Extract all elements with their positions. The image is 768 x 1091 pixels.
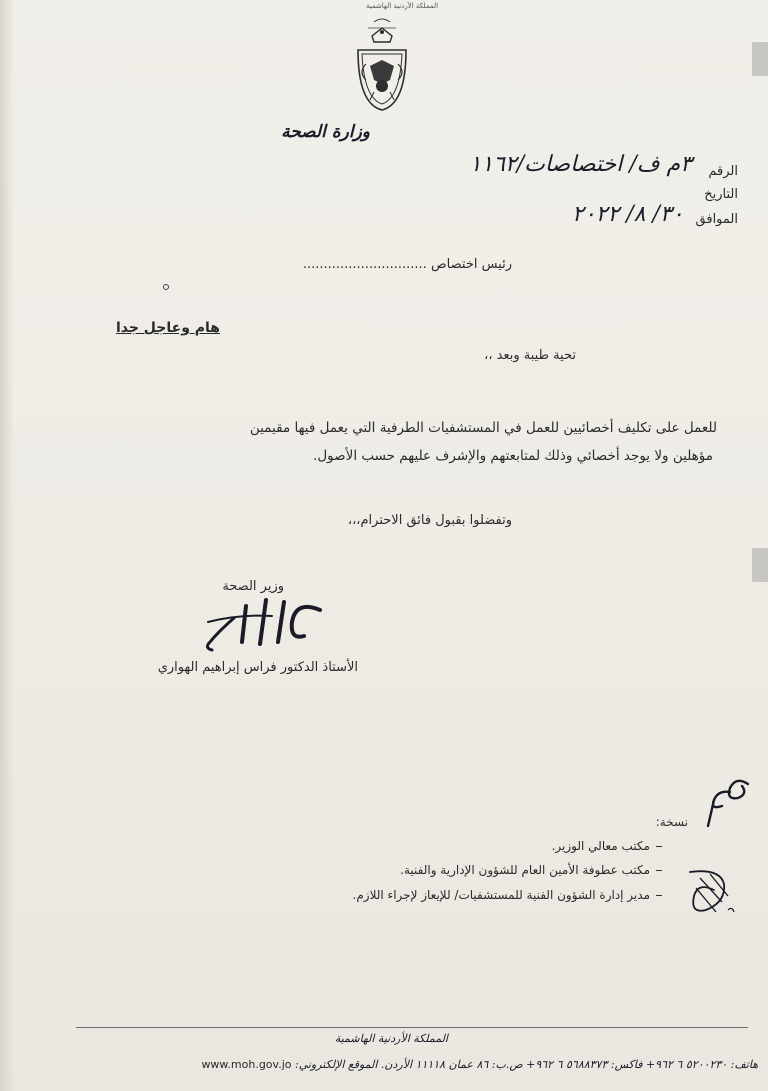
stray-mark [163, 284, 169, 290]
hijri-date-label: الموافق [695, 212, 738, 227]
signatory-position: وزير الصحة [222, 579, 284, 594]
urgency-note: هام وعاجل جدا [115, 320, 220, 336]
copies-label: نسخة: [655, 815, 688, 829]
body-line-2: مؤهلين ولا يوجد أخصائي وذلك لمتابعتهم والإشرف عليهم حسب الأصول. [313, 448, 713, 464]
footer-website: www.moh.gov.jo [201, 1058, 292, 1071]
footer-rule [76, 1027, 748, 1028]
footer-contact: هاتف: ٥٢٠٠٢٣٠ ٦ ٩٦٢+ فاكس: ٥٦٨٨٣٧٣ ٦ ٩٦٢+ ص.ب: ٨٦ عمان ١١١١٨ الأردن. الموقع الإلكتروني: [294, 1058, 758, 1071]
jordan-coat-of-arms-icon [344, 14, 420, 122]
reference-number-value: ٣م ف/ اختصاصات/١١٦٢ [469, 152, 692, 177]
footer-contact-line [122, 1058, 758, 1071]
ministry-name: وزارة الصحة [281, 122, 370, 142]
greeting: تحية طيبة وبعد ،، [484, 348, 576, 363]
copy-bullet [656, 846, 662, 847]
side-tab [752, 548, 768, 582]
body-line-1: للعمل على تكليف أخصائيين للعمل في المستشفيات الطرفية التي يعمل فيها مقيمين [249, 420, 717, 436]
signature-mark [200, 592, 330, 656]
signatory-name: الأستاذ الدكتور فراس إبراهيم الهواري [157, 660, 358, 675]
handwritten-initials-icon [700, 770, 754, 830]
date-label: التاريخ [704, 187, 738, 202]
footer-country: المملكة الأردنية الهاشمية [334, 1032, 448, 1045]
copy-item: مكتب معالي الوزير. [551, 839, 650, 853]
reference-number-label: الرقم [708, 164, 738, 179]
addressee-dots: .............................. [302, 257, 427, 272]
initials-scribble [680, 862, 740, 924]
copy-item: مكتب عطوفة الأمين العام للشؤون الإدارية والفنية. [400, 863, 650, 877]
side-tab [752, 42, 768, 76]
addressee-title-text: رئيس اختصاص [430, 257, 512, 272]
copy-bullet [656, 895, 662, 896]
copy-item: مدير إدارة الشؤون الفنية للمستشفيات/ للإيعاز لإجراء اللازم. [352, 888, 650, 902]
addressee-title [303, 257, 512, 272]
closing-line: وتفضلوا بقبول فائق الاحترام،،، [347, 513, 512, 528]
date-value: ٣٠/ ٨/ ٢٠٢٢ [572, 202, 684, 227]
emblem-caption: المملكة الأردنية الهاشمية [366, 2, 439, 10]
copy-bullet [656, 870, 662, 871]
page-edge-shadow [0, 0, 14, 1091]
